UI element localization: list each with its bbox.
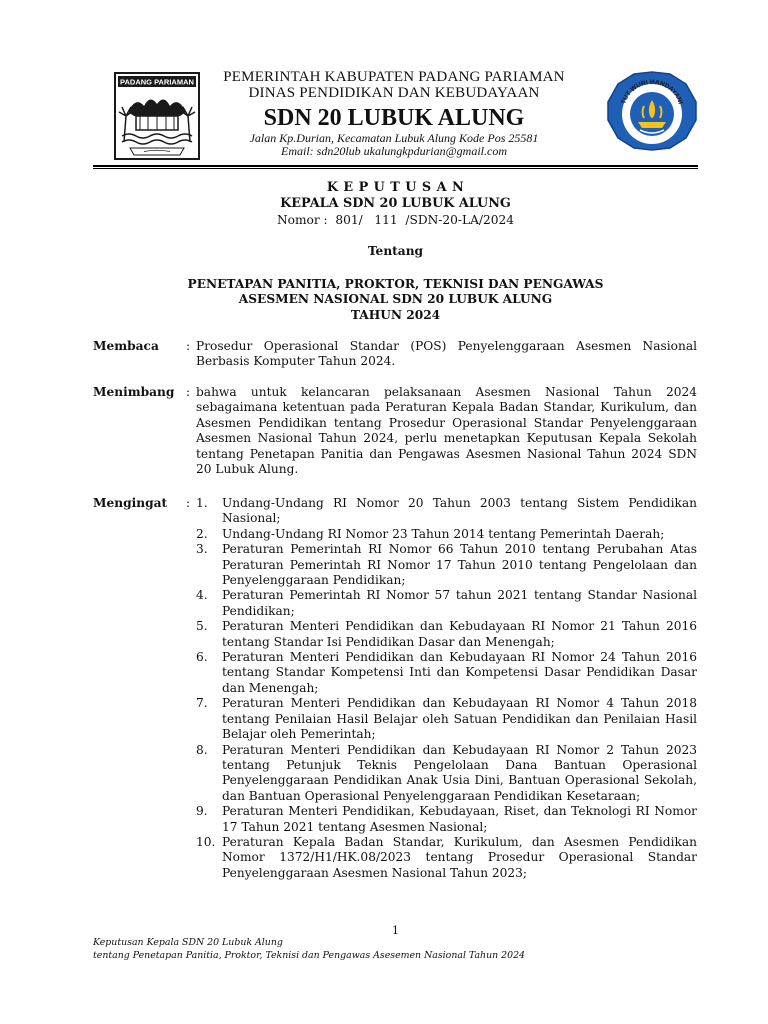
list-item bbox=[196, 496, 697, 527]
list-item bbox=[196, 696, 697, 742]
list-item-text: Peraturan Menteri Pendidikan dan Kebudayaan RI Nomor 2 Tahun 2023 tentang Petunjuk Teknis Pengelolaan Dana Bantuan Operasional Penyelenggaraan Pendidikan Anak Usia Dini, Bantuan Operasional Sekolah, dan Bantuan Operasional Penyelenggaraan Pendidikan Kesetaraan; bbox=[222, 742, 697, 803]
menimbang-text: bahwa untuk kelancaran pelaksanaan Asesmen Nasional Tahun 2024 sebagaimana ketentuan pada Peraturan Kepala Badan Standar, Kurikulum, dan Asesmen Pendidikan tentang Prosedur Operasional Standar Penyelenggaraan Asesmen Nasional Tahun 2024, perlu menetapkan Keputusan Kepala Sekolah tentang Penetapan Panitia dan Pengawas Asesmen Nasional Tahun 2024 SDN 20 Lubuk Alung. bbox=[196, 385, 697, 477]
decree-issuer: KEPALA SDN 20 LUBUK ALUNG bbox=[280, 196, 511, 211]
letterhead-rule-thin bbox=[93, 168, 698, 169]
list-item-number: 7. bbox=[196, 696, 208, 711]
list-item-number: 8. bbox=[196, 742, 208, 757]
list-item-text: Undang-Undang RI Nomor 20 Tahun 2003 tentang Sistem Pendidikan Nasional; bbox=[222, 496, 697, 526]
government-name: PEMERINTAH KABUPATEN PADANG PARIAMAN bbox=[223, 69, 565, 85]
membaca-text: Prosedur Operasional Standar (POS) Penyelenggaraan Asesmen Nasional Berbasis Komputer Tahun 2024. bbox=[196, 339, 697, 369]
menimbang-label: Menimbang bbox=[93, 385, 175, 399]
list-item-text: Peraturan Pemerintah RI Nomor 57 tahun 2021 tentang Standar Nasional Pendidikan; bbox=[222, 588, 697, 618]
list-item-number: 3. bbox=[196, 542, 208, 557]
membaca-colon: : bbox=[186, 339, 191, 353]
list-item-text: Peraturan Menteri Pendidikan dan Kebudayaan RI Nomor 4 Tahun 2018 tentang Penilaian Hasil Belajar oleh Satuan Pendidikan dan Penilaian Hasil Belajar oleh Pemerintah; bbox=[222, 696, 697, 742]
list-item-number: 9. bbox=[196, 804, 208, 819]
footer-line-1: Keputusan Kepala SDN 20 Lubuk Alung bbox=[93, 937, 283, 948]
list-item bbox=[196, 804, 697, 835]
membaca-label: Membaca bbox=[93, 339, 159, 353]
subject-line-1: PENETAPAN PANITIA, PROKTOR, TEKNISI DAN PENGAWAS bbox=[187, 277, 604, 291]
list-item-number: 5. bbox=[196, 619, 208, 634]
crest-caption: PADANG PARIAMAN bbox=[120, 77, 194, 87]
list-item-text: Peraturan Menteri Pendidikan dan Kebudayaan RI Nomor 24 Tahun 2016 tentang Standar Kompetensi Inti dan Kompetensi Dasar Pendidikan Dasar dan Menengah; bbox=[222, 650, 697, 695]
school-address: Jalan Kp.Durian, Kecamatan Lubuk Alung Kode Pos 25581 bbox=[249, 131, 539, 145]
mengingat-label: Mengingat bbox=[93, 496, 168, 510]
legal-basis-list bbox=[196, 496, 697, 881]
list-item-number: 1. bbox=[196, 496, 208, 510]
list-item bbox=[196, 650, 697, 696]
page-number: 1 bbox=[392, 924, 399, 937]
decree-heading: K E P U T U S A N bbox=[326, 180, 465, 195]
list-item-number: 10. bbox=[196, 834, 216, 849]
list-item bbox=[196, 527, 697, 542]
department-name: DINAS PENDIDIKAN DAN KEBUDAYAAN bbox=[248, 85, 540, 101]
padang-pariaman-crest-icon bbox=[114, 72, 200, 160]
decree-number: Nomor : 801/ 111 /SDN-20-LA/2024 bbox=[276, 213, 515, 227]
list-item-number: 6. bbox=[196, 650, 208, 665]
list-item bbox=[196, 835, 697, 881]
list-item-number: 4. bbox=[196, 588, 208, 603]
list-item bbox=[196, 588, 697, 619]
list-item-number: 2. bbox=[196, 526, 208, 541]
school-name: SDN 20 LUBUK ALUNG bbox=[263, 105, 525, 131]
menimbang-colon: : bbox=[186, 385, 191, 399]
about-label: Tentang bbox=[367, 244, 424, 258]
list-item-text: Peraturan Pemerintah RI Nomor 66 Tahun 2010 tentang Perubahan Atas Peraturan Pemerintah RI Nomor 17 Tahun 2010 tentang Pengelolaan dan Penyelenggaraan Pendidikan; bbox=[222, 542, 697, 588]
footer-line-2: tentang Penetapan Panitia, Proktor, Teknisi dan Pengawas Asesemen Nasional Tahun 2024 bbox=[93, 950, 525, 961]
letterhead bbox=[196, 69, 592, 158]
list-item-text: Peraturan Kepala Badan Standar, Kurikulum, dan Asesmen Pendidikan Nomor 1372/H1/HK.08/2023 tentang Prosedur Operasional Standar Penyelenggaraan Asesmen Nasional Tahun 2023; bbox=[222, 834, 697, 880]
list-item-text: Peraturan Menteri Pendidikan dan Kebudayaan RI Nomor 21 Tahun 2016 tentang Standar Isi Pendidikan Dasar dan Menengah; bbox=[222, 619, 697, 649]
list-item-text: Undang-Undang RI Nomor 23 Tahun 2014 tentang Pemerintah Daerah; bbox=[222, 526, 665, 541]
letterhead-rule bbox=[93, 165, 698, 167]
list-item bbox=[196, 542, 697, 588]
school-email: Email: sdn20lub ukalungkpdurian@gmail.com bbox=[280, 144, 508, 158]
subject-line-2: ASESMEN NASIONAL SDN 20 LUBUK ALUNG bbox=[238, 292, 553, 306]
list-item bbox=[196, 743, 697, 805]
emblem-motto: TUT WURI HANDAYANI bbox=[620, 78, 684, 106]
page-footer bbox=[93, 936, 525, 962]
tut-wuri-handayani-emblem-icon bbox=[604, 70, 700, 152]
mengingat-colon: : bbox=[186, 496, 191, 510]
list-item-text: Peraturan Menteri Pendidikan, Kebudayaan, Riset, dan Teknologi RI Nomor 17 Tahun 2021 tentang Asesmen Nasional; bbox=[222, 804, 697, 834]
list-item bbox=[196, 619, 697, 650]
subject-line-3: TAHUN 2024 bbox=[350, 308, 441, 322]
